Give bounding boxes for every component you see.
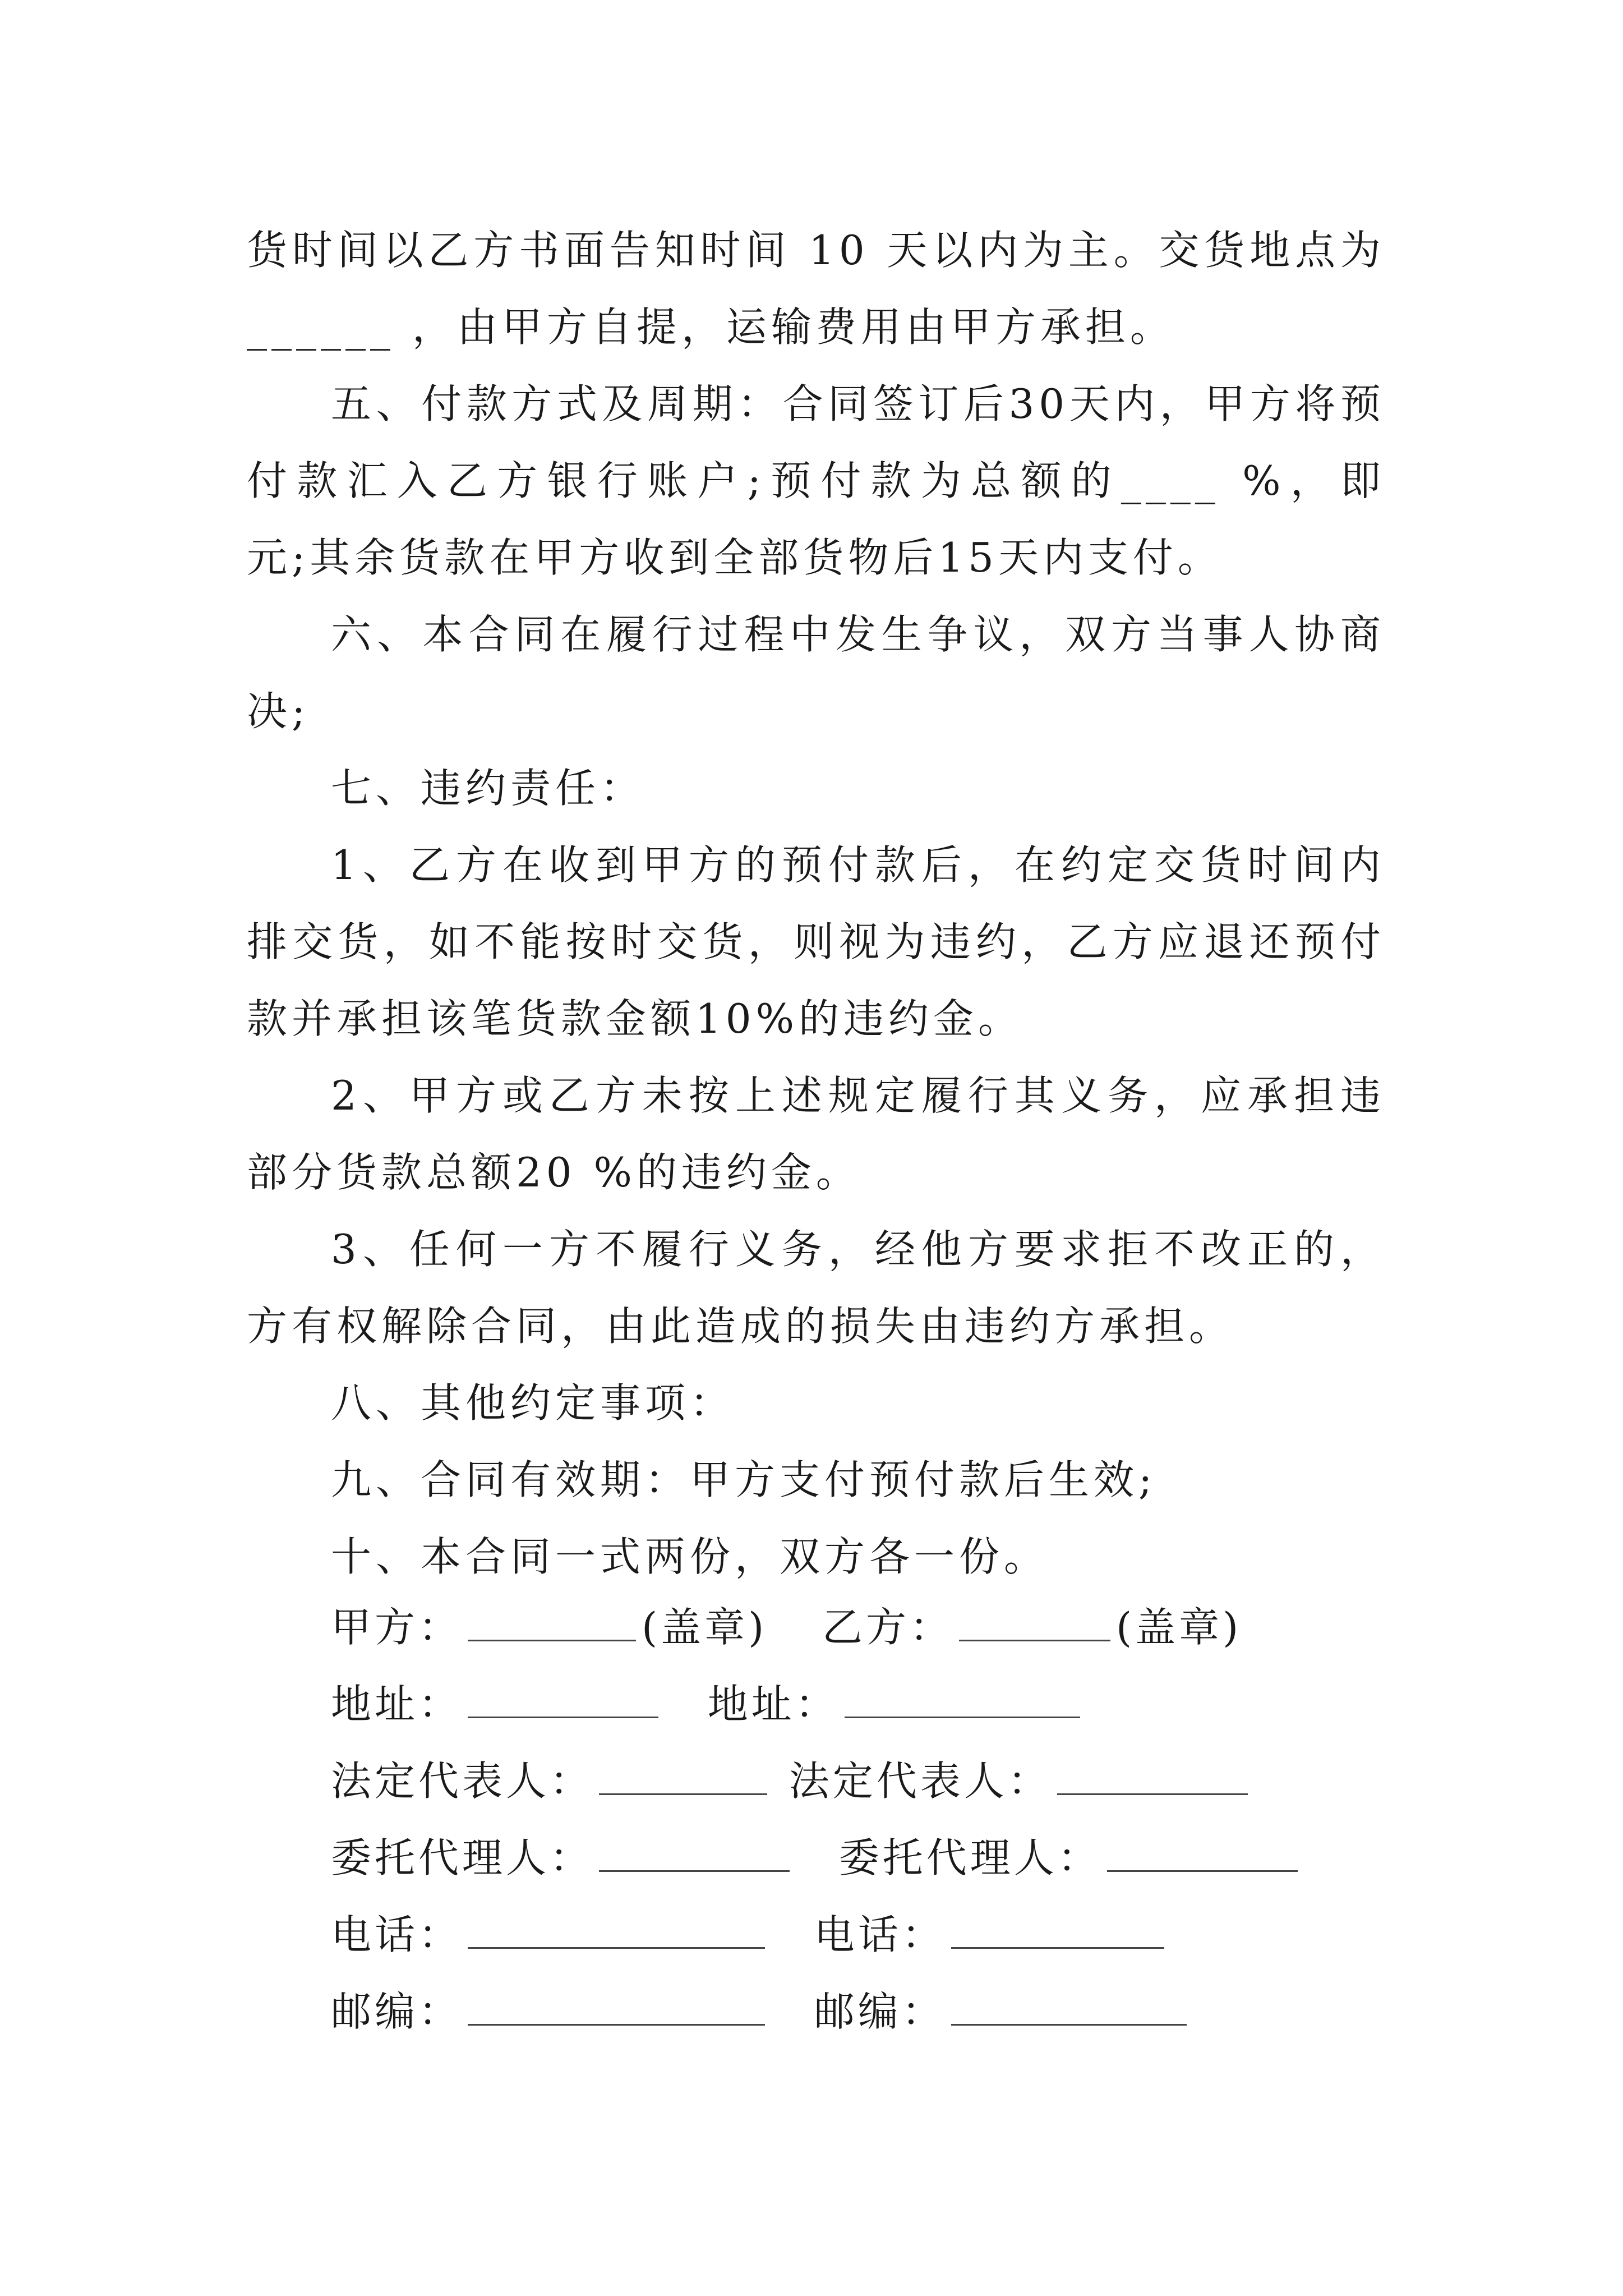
party-b-seal: (盖章) [1116, 1604, 1242, 1651]
agent-b-label: 委托代理人： [838, 1834, 1101, 1881]
signature-row-agent [331, 1820, 1396, 1897]
clause-5-line-1: 五、付款方式及周期：合同签订后30天内，甲方将预 [331, 380, 1385, 427]
clause-7-2-line-2: 部分货款总额20 %的违约金。 [247, 1149, 861, 1196]
clause-7-heading: 七、违约责任： [331, 765, 645, 812]
postcode-a-blank [468, 1990, 765, 2026]
party-a-seal: (盖章) [642, 1604, 768, 1651]
legal-rep-b-blank [1057, 1760, 1248, 1795]
clause-5-line-2: 付款汇入乙方银行账户;预付款为总额的____ %，即 [247, 457, 1385, 504]
legal-rep-a-blank [599, 1760, 767, 1795]
address-b-label: 地址： [707, 1681, 839, 1728]
address-b-blank [845, 1683, 1080, 1718]
clause-8: 八、其他约定事项： [331, 1379, 735, 1427]
agent-a-label: 委托代理人： [331, 1834, 594, 1881]
phone-b-label: 电话： [814, 1911, 946, 1958]
agent-b-blank [1107, 1837, 1298, 1872]
signature-row-phone [331, 1897, 1396, 1973]
clause-7-3-line-2: 方有权解除合同，由此造成的损失由违约方承担。 [247, 1303, 1234, 1350]
body-line-2: ______ ，由甲方自提，运输费用由甲方承担。 [247, 303, 1175, 351]
clause-6-line-1: 六、本合同在履行过程中发生争议，双方当事人协商 [331, 611, 1385, 658]
clause-7-2-line-1: 2、甲方或乙方未按上述规定履行其义务，应承担违 [331, 1072, 1385, 1119]
address-a-blank [468, 1683, 658, 1718]
signature-row-postcode [331, 1973, 1396, 2050]
body-line-1: 货时间以乙方书面告知时间 10 天以内为主。交货地点为 [247, 227, 1385, 274]
phone-a-label: 电话： [331, 1911, 463, 1958]
signature-row-address [331, 1666, 1396, 1743]
clause-6-line-2: 决; [247, 688, 310, 735]
clause-5-line-3: 元;其余货款在甲方收到全部货物后15天内支付。 [247, 534, 1223, 581]
signature-row-legal-rep [331, 1743, 1396, 1820]
legal-rep-a-label: 法定代表人： [331, 1757, 594, 1805]
postcode-a-label: 邮编： [331, 1988, 463, 2035]
phone-a-blank [468, 1913, 765, 1949]
clause-10: 十、本合同一式两份，双方各一份。 [331, 1533, 1049, 1580]
clause-7-1-line-2: 排交货，如不能按时交货，则视为违约，乙方应退还预付 [247, 918, 1385, 965]
clause-7-3-line-1: 3、任何一方不履行义务，经他方要求拒不改正的， [331, 1226, 1385, 1273]
postcode-b-label: 邮编： [814, 1988, 946, 2035]
postcode-b-blank [951, 1990, 1187, 2026]
party-b-label: 乙方： [822, 1604, 953, 1651]
agent-a-blank [599, 1837, 790, 1872]
clause-7-1-line-1: 1、乙方在收到甲方的预付款后，在约定交货时间内 [331, 841, 1385, 889]
clause-7-1-line-3: 款并承担该笔货款金额10%的违约金。 [247, 995, 1023, 1042]
legal-rep-b-label: 法定代表人： [789, 1757, 1052, 1805]
contract-body [247, 212, 1385, 1595]
clause-9: 九、合同有效期：甲方支付预付款后生效; [331, 1456, 1157, 1503]
party-a-label: 甲方： [331, 1604, 463, 1651]
address-a-label: 地址： [331, 1681, 463, 1728]
party-b-blank [959, 1606, 1110, 1641]
party-a-blank [468, 1606, 636, 1641]
phone-b-blank [951, 1913, 1164, 1949]
signature-row-party [331, 1589, 1396, 1666]
signature-block [331, 1589, 1396, 2050]
